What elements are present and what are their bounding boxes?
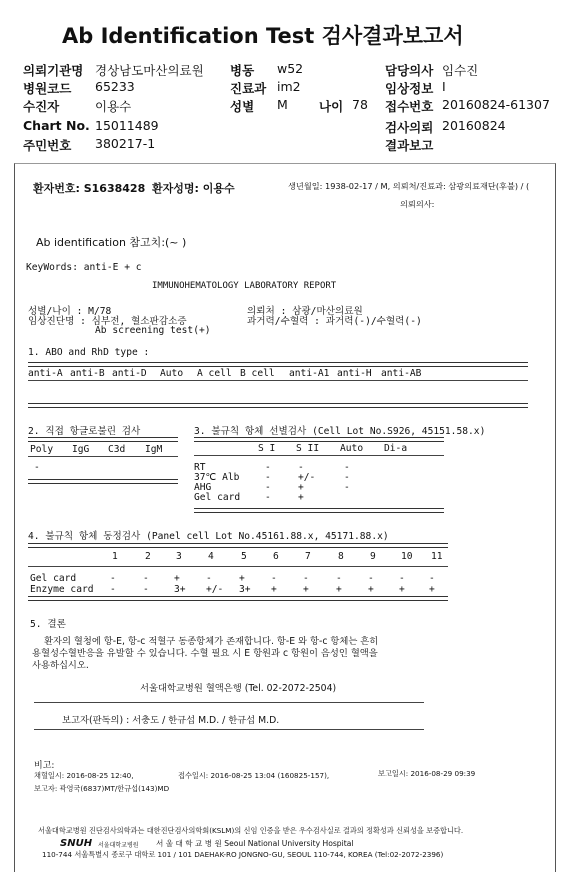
dat-column-header: Poly	[30, 444, 54, 455]
screen-cell: -	[265, 462, 271, 473]
panel-column-header: 7	[305, 551, 311, 562]
institution-label: 의뢰기관명	[23, 63, 84, 78]
conclusion-heading: 5. 결론	[30, 619, 66, 630]
double-rule	[28, 479, 178, 484]
ward-value: w52	[277, 61, 304, 76]
screen-row-label: RT	[194, 462, 206, 473]
panel-cell: +	[429, 584, 435, 595]
snuh-logo-sub: 서울대학교병원	[98, 842, 139, 849]
panel-column-header: 1	[112, 551, 118, 562]
receipt-no-label: 접수번호	[385, 99, 434, 114]
screen-cell: -	[344, 472, 350, 483]
history: 과거력/수혈력 : 과거력(-)/수혈력(-)	[247, 316, 422, 327]
screen-column-header: S II	[296, 443, 320, 454]
diagnosis: 임상진단명 : 심부전, 혈소판감소증	[28, 316, 187, 327]
screen-cell: -	[344, 462, 350, 473]
rule	[28, 566, 448, 567]
panel-column-header: 6	[273, 551, 279, 562]
screen-column-header: S I	[258, 443, 276, 454]
abo-column-header: anti-AB	[381, 368, 422, 379]
panel-cell: -	[110, 573, 116, 584]
panel-cell: -	[271, 573, 277, 584]
ward-label: 병동	[230, 63, 255, 78]
panel-column-header: 8	[338, 551, 344, 562]
screen-row-label: 37℃ Alb	[194, 472, 240, 483]
double-rule	[28, 596, 448, 601]
test-heading: Ab identification 참고치:(~ )	[36, 236, 187, 249]
panel-cell: -	[110, 584, 116, 595]
reporter: 보고자(판독의) : 서충도 / 한규섭 M.D. / 한규섭 M.D.	[62, 715, 280, 726]
abo-column-header: anti-H	[337, 368, 372, 379]
receipt-no-value: 20160824-61307	[442, 97, 550, 112]
double-rule	[28, 362, 528, 367]
sex-label: 성별	[230, 99, 255, 114]
double-rule	[194, 437, 444, 442]
sex-age: 성별/나이 : M/78	[28, 306, 112, 317]
rule	[28, 380, 528, 381]
abo-column-header: B cell	[240, 368, 275, 379]
keywords: KeyWords: anti-E + c	[26, 262, 142, 273]
panel-cell: 3+	[239, 584, 251, 595]
panel-column-header: 11	[431, 551, 443, 562]
request-date-label: 검사의뢰	[385, 120, 434, 135]
collection-date: 채혈일시: 2016-08-25 12:40,	[34, 771, 134, 780]
screen-row-label: AHG	[194, 482, 212, 493]
doctor-value: 임수진	[442, 63, 479, 78]
screening: Ab screening test(+)	[95, 325, 211, 336]
rule	[194, 455, 444, 456]
panel-cell: -	[429, 573, 435, 584]
panel-cell: +	[368, 584, 374, 595]
screen-row-label: Gel card	[194, 492, 241, 503]
panel-cell: -	[206, 573, 212, 584]
conclusion-line: 사용하십시오.	[32, 660, 89, 671]
chart-no-value: 15011489	[95, 118, 159, 133]
doctor-label: 담당의사	[385, 63, 434, 78]
sex-value: M	[277, 97, 288, 112]
panel-column-header: 4	[208, 551, 214, 562]
abo-column-header: A cell	[197, 368, 232, 379]
screen-cell: +/-	[298, 472, 316, 483]
conclusion-line: 환자의 혈청에 항-E, 항-c 적혈구 동종항체가 존재합니다. 항-E 와 항-c 항체는 흔히	[44, 636, 379, 647]
screen-heading: 3. 불규칙 항체 선별검사 (Cell Lot No.S926, 45151.58.x)	[194, 426, 486, 437]
department-label: 진료과	[230, 81, 267, 96]
panel-cell: +	[271, 584, 277, 595]
panel-cell: +	[399, 584, 405, 595]
panel-cell: -	[336, 573, 342, 584]
department-value: im2	[277, 79, 301, 94]
panel-cell: +	[174, 573, 180, 584]
panel-cell: +	[303, 584, 309, 595]
abo-column-header: anti-D	[112, 368, 147, 379]
hospital-code-label: 병원코드	[23, 81, 72, 96]
screen-cell: +	[298, 492, 304, 503]
screen-column-header: Auto	[340, 443, 364, 454]
rule	[28, 456, 178, 457]
screen-column-header: Di-a	[384, 443, 408, 454]
dat-heading: 2. 직접 항글로불린 검사	[28, 426, 141, 437]
patient-info: 생년월일: 1938-02-17 / M, 의뢰처/진료과: 삼광의료재단(후불) / (	[288, 181, 530, 191]
abo-column-header: anti-A1	[289, 368, 330, 379]
abo-heading: 1. ABO and RhD type :	[28, 347, 150, 358]
hospital-address: 110-744 서울특별시 종로구 대학로 101 / 101 DAEHAK-RO JONGNO-GU, SEOUL 110-744, KOREA (Tel:02-2072-2396)	[42, 850, 444, 859]
resident-no-value: 380217-1	[95, 136, 156, 151]
dat-column-header: IgG	[72, 444, 90, 455]
abo-column-header: anti-B	[70, 368, 105, 379]
certification-text: 서울대학교병원 진단검사의학과는 대한진단검사의학회(KSLM)의 신임 인증을 받은 우수검사실로 결과의 정확성과 신뢰성을 보증합니다.	[38, 826, 464, 835]
reporter-ids: 보고자: 곽영국(6837)MT/한규섭(143)MD	[34, 784, 170, 793]
lab-report-title: IMMUNOHEMATOLOGY LABORATORY REPORT	[152, 281, 337, 291]
panel-column-header: 2	[145, 551, 151, 562]
remarks-label: 비고:	[34, 761, 55, 771]
double-rule	[194, 508, 444, 513]
hospital-code-value: 65233	[95, 79, 135, 94]
panel-cell: -	[303, 573, 309, 584]
recipient-value: 이용수	[95, 99, 132, 114]
receive-date: 접수일시: 2016-08-25 13:04 (160825-157),	[178, 771, 330, 780]
double-rule	[28, 403, 528, 408]
panel-cell: -	[368, 573, 374, 584]
panel-row-label: Gel card	[30, 573, 77, 584]
conclusion-line: 용혈성수혈반응을 유발할 수 있습니다. 수혈 필요 시 E 항원과 c 항원이 음성인 혈액을	[32, 648, 378, 659]
chart-no-label: Chart No.	[23, 118, 90, 133]
snuh-logo: SNUH	[60, 838, 93, 849]
panel-cell: -	[143, 584, 149, 595]
double-rule	[28, 543, 448, 548]
dat-column-header: IgM	[145, 444, 163, 455]
dat-column-header: C3d	[108, 444, 126, 455]
panel-cell: 3+	[174, 584, 186, 595]
screen-cell: -	[298, 462, 304, 473]
page-title: Ab Identification Test 검사결과보고서	[62, 24, 464, 48]
request-date-value: 20160824	[442, 118, 506, 133]
screen-cell: -	[265, 472, 271, 483]
dat-value: -	[34, 462, 40, 473]
panel-column-header: 3	[176, 551, 182, 562]
institution-value: 경상남도마산의료원	[95, 63, 204, 78]
clinical-info-label: 임상정보	[385, 81, 434, 96]
panel-column-header: 9	[370, 551, 376, 562]
panel-column-header: 5	[241, 551, 247, 562]
panel-row-label: Enzyme card	[30, 584, 94, 595]
referral: 의뢰처 : 삼광/마산의료원	[247, 306, 363, 317]
blood-bank: 서울대학교병원 혈액은행 (Tel. 02-2072-2504)	[140, 683, 337, 694]
double-rule	[28, 437, 178, 442]
abo-column-header: anti-A	[28, 368, 63, 379]
screen-cell: +	[298, 482, 304, 493]
result-report-label: 결과보고	[385, 138, 434, 153]
patient-name: 환자성명: 이용수	[152, 182, 235, 195]
rule	[34, 702, 424, 703]
age-value: 78	[352, 97, 368, 112]
screen-cell: -	[265, 482, 271, 493]
age-label: 나이	[319, 99, 344, 114]
abo-column-header: Auto	[160, 368, 184, 379]
panel-cell: -	[399, 573, 405, 584]
screen-cell: -	[344, 482, 350, 493]
screen-cell: -	[265, 492, 271, 503]
panel-cell: -	[143, 573, 149, 584]
hospital-name: 서 울 대 학 교 병 원 Seoul National University Hospital	[156, 839, 354, 848]
report-date: 보고일시: 2016-08-29 09:39	[378, 769, 476, 778]
panel-cell: +	[239, 573, 245, 584]
resident-no-label: 주민번호	[23, 138, 72, 153]
panel-cell: +	[336, 584, 342, 595]
recipient-label: 수진자	[23, 99, 60, 114]
requesting-doctor: 의뢰의사:	[400, 199, 435, 209]
rule	[34, 729, 424, 730]
patient-number: 환자번호: S1638428	[33, 182, 146, 195]
panel-cell: +/-	[206, 584, 224, 595]
panel-column-header: 10	[401, 551, 413, 562]
panel-heading: 4. 불규칙 항체 동정검사 (Panel cell Lot No.45161.88.x, 45171.88.x)	[28, 531, 389, 542]
clinical-info-value: I	[442, 79, 446, 94]
